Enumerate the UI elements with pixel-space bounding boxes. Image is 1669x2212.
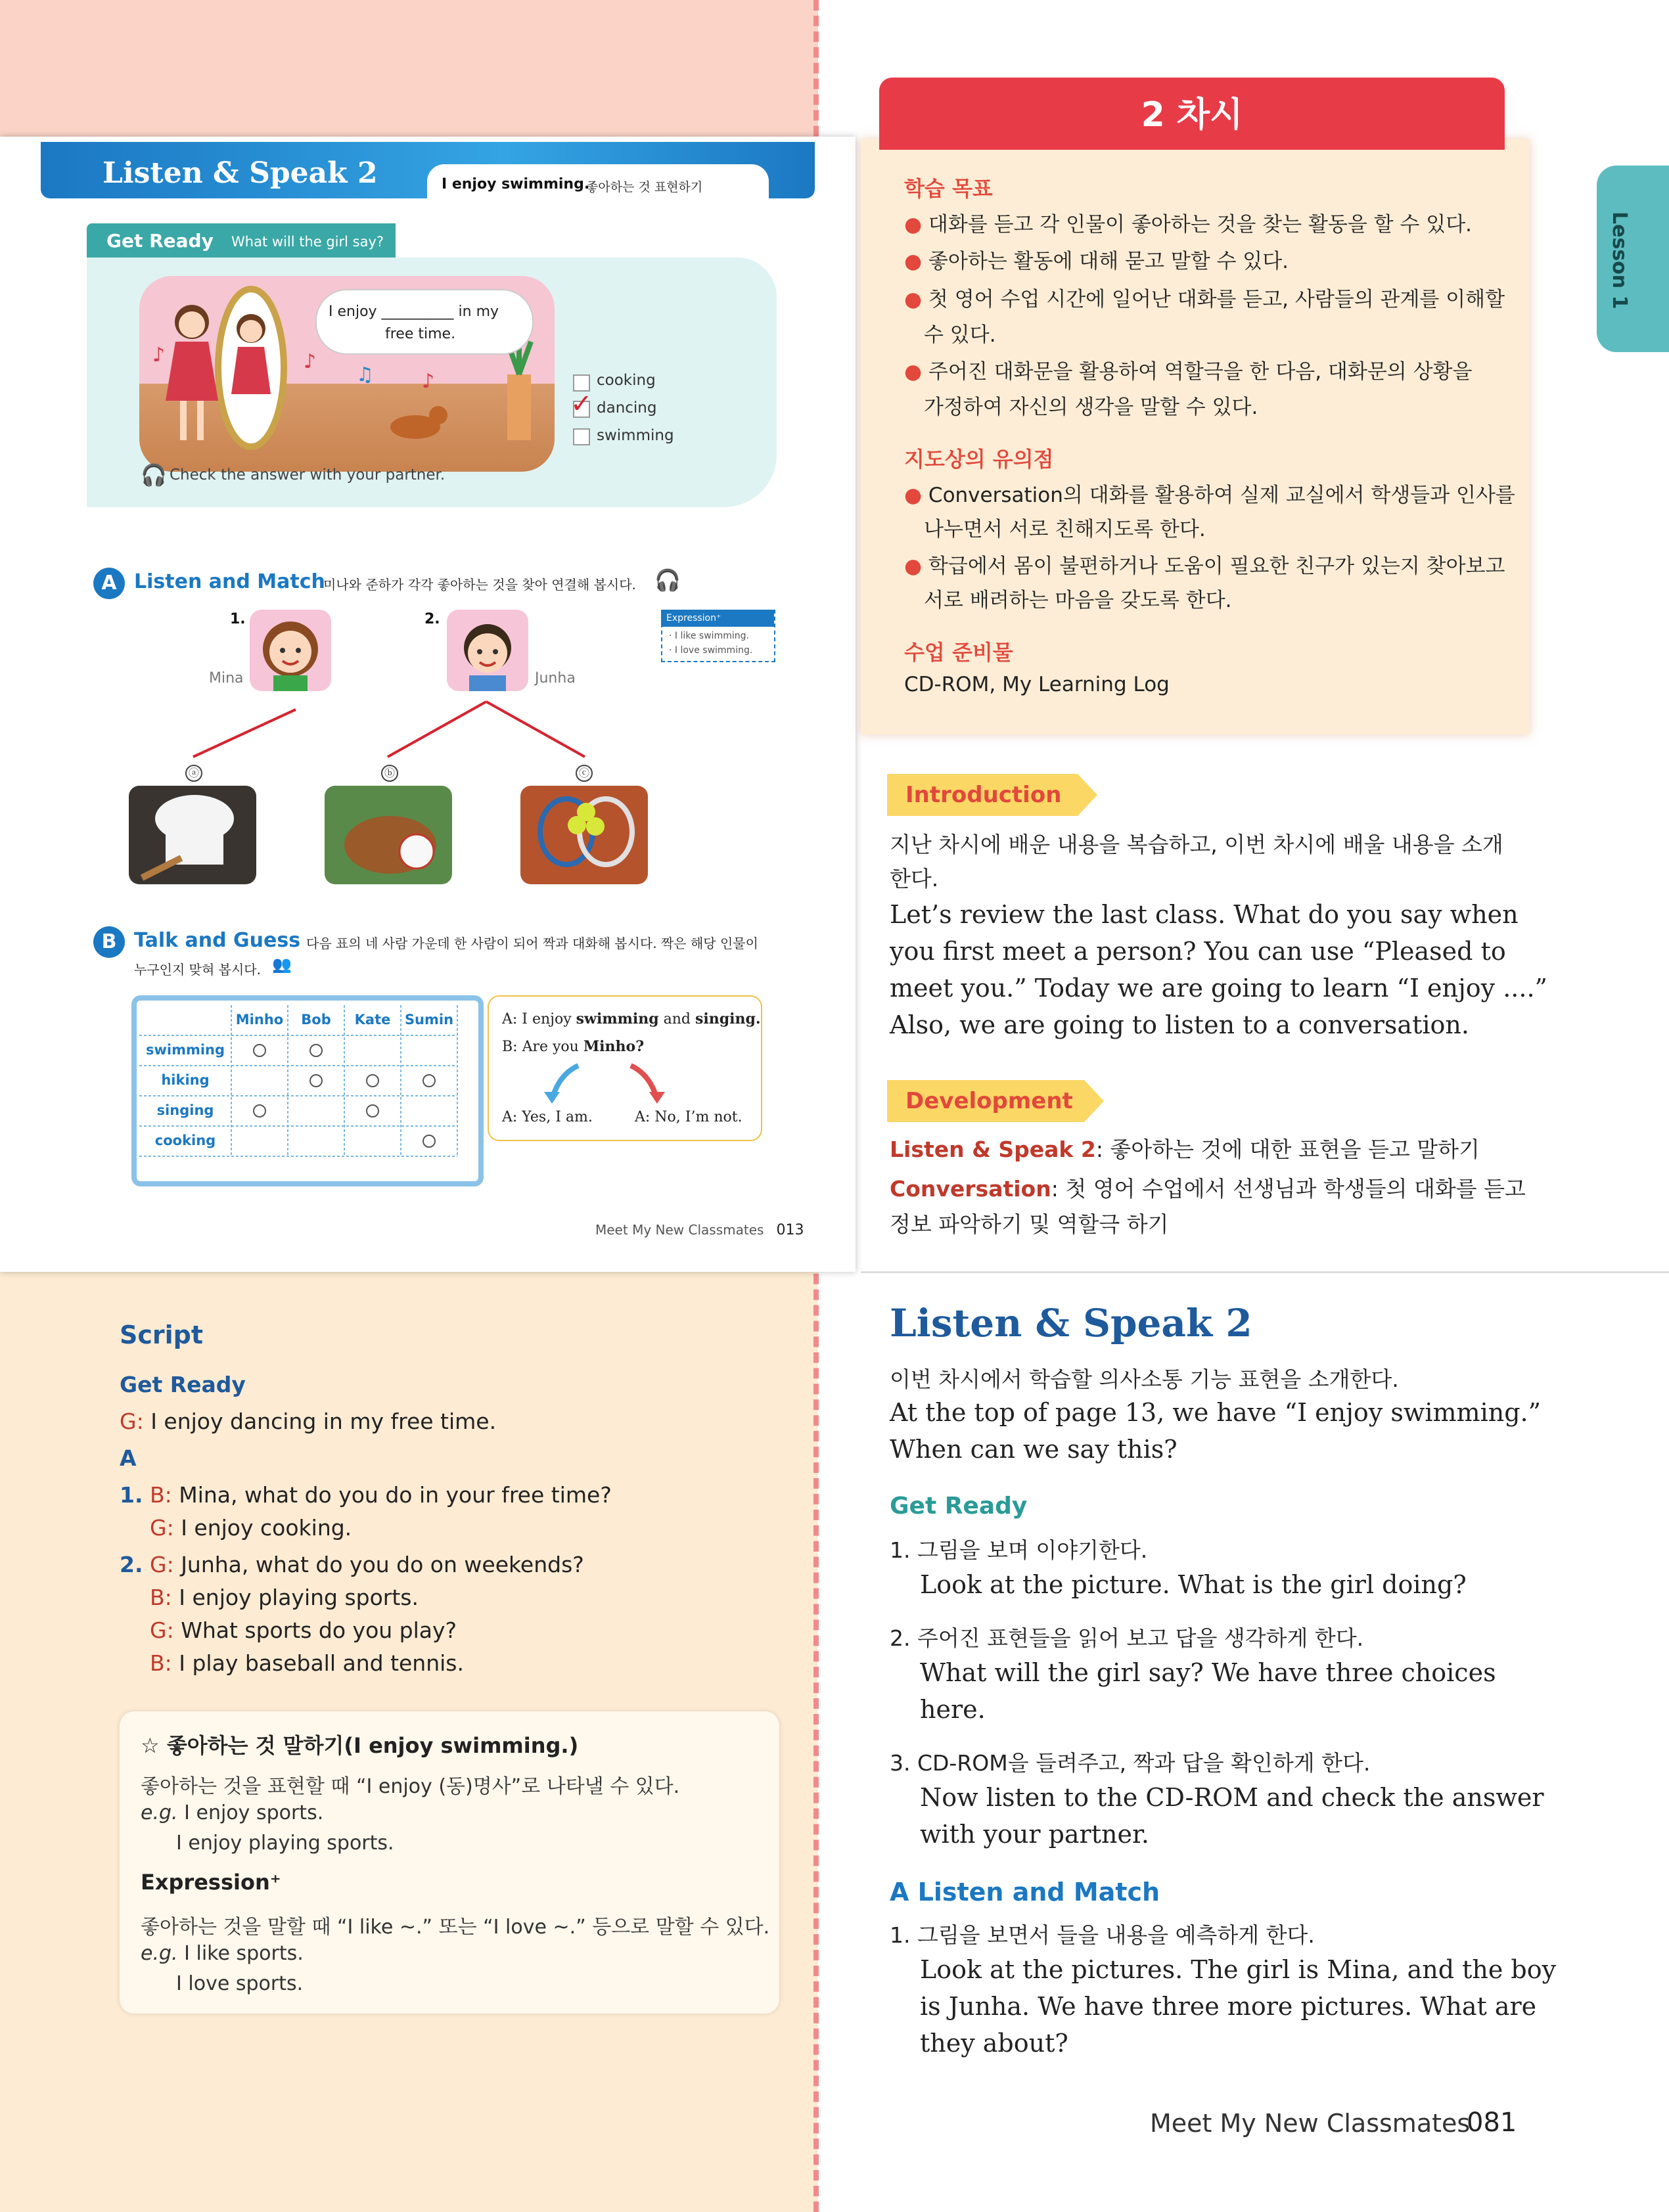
table-column-header: Kate xyxy=(354,1012,391,1027)
script-line: B: Mina, what do you do in your free time? xyxy=(150,1482,612,1508)
script-line: G: Junha, what do you do on weekends? xyxy=(150,1552,584,1577)
get-ready-check-text: Check the answer with your partner. xyxy=(170,466,446,484)
tip-title: ☆ 좋아하는 것 말하기(I enjoy swimming.) xyxy=(141,1733,579,1758)
section-a-instruction: 미나와 준하가 각각 좋아하는 것을 찾아 연결해 봅시다. xyxy=(323,577,636,593)
note-item-cont: 서로 배려하는 마음을 갖도록 한다. xyxy=(924,589,1232,612)
table-grid-lines xyxy=(139,1005,481,1183)
development-tab-arrow xyxy=(1084,1080,1104,1122)
section-a-label: Listen and Match xyxy=(134,570,325,593)
intro-english: Let’s review the last class. What do you say when xyxy=(890,900,1519,929)
get-ready-label: Get Ready xyxy=(106,230,214,252)
photo-tennis xyxy=(520,786,648,884)
choice-label-swimming: swimming xyxy=(597,427,674,444)
script-line: G: What sports do you play? xyxy=(150,1617,457,1643)
notes-heading: 지도상의 유의점 xyxy=(904,447,1054,472)
section-b-instruction-line2: 누구인지 맞혀 봅시다. xyxy=(134,962,261,978)
table-circle-mark xyxy=(423,1135,436,1148)
dialog-line-a: A: I enjoy swimming and singing. xyxy=(502,1010,761,1027)
step-english: Look at the picture. What is the girl doing? xyxy=(920,1570,1467,1599)
name-mina: Mina xyxy=(209,670,244,687)
goals-heading: 학습 목표 xyxy=(904,176,993,201)
get-ready-heading: Get Ready xyxy=(890,1493,1028,1520)
step-korean: 3. CD-ROM을 들려주고, 짝과 답을 확인하게 한다. xyxy=(890,1750,1371,1776)
development-item-cont: 정보 파악하기 및 역할극 하기 xyxy=(890,1211,1169,1237)
table-row-label: hiking xyxy=(161,1072,210,1088)
svg-text:♪: ♪ xyxy=(422,370,435,393)
step-english: is Junha. We have three more pictures. What are xyxy=(920,1992,1537,2021)
table-row-label: swimming xyxy=(145,1042,225,1058)
goal-item-cont: 가정하여 자신의 생각을 말할 수 있다. xyxy=(924,395,1258,419)
table-circle-mark xyxy=(309,1044,323,1057)
section-b-label: Talk and Guess xyxy=(134,929,301,952)
pair-work-icon: 👥 xyxy=(272,955,292,974)
goal-item: ● 좋아하는 활동에 대해 묻고 말할 수 있다. xyxy=(904,250,1289,273)
option-a-label: ⓐ xyxy=(185,765,202,782)
expression-item: · I love swimming. xyxy=(669,645,753,656)
goal-item-cont: 수 있다. xyxy=(924,323,996,347)
introduction-tab-arrow xyxy=(1078,774,1097,816)
note-item: ● Conversation의 대화를 활용하여 실제 교실에서 학생들과 인사를 xyxy=(904,484,1515,507)
student-page-title: Listen & Speak 2 xyxy=(103,156,378,190)
listen-speak-english: When can we say this? xyxy=(890,1435,1177,1464)
tip-example: e.g. I enjoy sports. xyxy=(141,1801,324,1824)
step-korean: 2. 주어진 표현들을 읽어 보고 답을 생각하게 한다. xyxy=(890,1625,1364,1651)
goal-item: ● 주어진 대화문을 활용하여 역할극을 한 다음, 대화문의 상황을 xyxy=(904,360,1473,384)
section-b-badge: B xyxy=(93,926,125,958)
expression-plus-line: 좋아하는 것을 말할 때 “I like ~.” 또는 “I love ~.” 등으로 말할 수 있다. xyxy=(141,1916,770,1939)
script-line: B: I enjoy playing sports. xyxy=(150,1585,419,1610)
step-english: here. xyxy=(920,1695,986,1724)
baseball-glove-icon xyxy=(325,786,452,884)
expression-tag-english: I enjoy swimming. xyxy=(442,176,590,192)
development-item: Listen & Speak 2: 좋아하는 것에 대한 표현을 듣고 말하기 xyxy=(890,1137,1480,1162)
section-a-badge: A xyxy=(93,568,125,599)
development-tab: Development xyxy=(887,1080,1084,1122)
step-english: Look at the pictures. The girl is Mina, and the boy xyxy=(920,1955,1557,1984)
materials-heading: 수업 준비물 xyxy=(904,640,1013,665)
photo-chef-hat xyxy=(129,786,256,884)
page-footer-title: Meet My New Classmates xyxy=(1150,2109,1471,2138)
expression-plus-example: e.g. I like sports. xyxy=(141,1942,304,1965)
speech-bubble xyxy=(315,289,534,355)
expression-item: · I like swimming. xyxy=(669,631,749,641)
student-page-footer: Meet My New Classmates 013 xyxy=(595,1222,804,1238)
intro-korean: 한다. xyxy=(890,866,939,892)
development-item: Conversation: 첫 영어 수업에서 선생님과 학생들의 대화를 듣고 xyxy=(890,1176,1526,1202)
table-row-label: cooking xyxy=(154,1133,216,1148)
note-item-cont: 나누면서 서로 친해지도록 한다. xyxy=(924,518,1206,541)
script-title: Script xyxy=(120,1320,204,1349)
script-item1-number: 1. xyxy=(120,1482,143,1508)
introduction-tab: Introduction xyxy=(887,774,1078,816)
intro-english: Also, we are going to listen to a conversation. xyxy=(890,1010,1469,1039)
svg-text:♫: ♫ xyxy=(356,363,374,386)
expression-plus-title: Expression⁺ xyxy=(141,1870,281,1895)
script-a-label: A xyxy=(120,1445,137,1471)
listen-match-heading: A Listen and Match xyxy=(890,1878,1160,1907)
tip-line: 좋아하는 것을 표현할 때 “I enjoy (동)명사”로 나타낼 수 있다. xyxy=(141,1775,680,1798)
script-item2-number: 2. xyxy=(120,1552,143,1577)
table-circle-mark xyxy=(366,1104,379,1117)
script-line: G: I enjoy cooking. xyxy=(150,1515,352,1541)
item-number-2: 2. xyxy=(424,611,440,627)
photo-baseball xyxy=(325,786,452,884)
chef-hat-icon xyxy=(129,786,256,884)
lesson-side-tab-label: Lesson 1 xyxy=(1608,212,1631,309)
table-column-header: Sumin xyxy=(404,1012,454,1027)
step-english: they about? xyxy=(920,2029,1068,2058)
answer-arrows xyxy=(539,1062,670,1108)
note-item: ● 학급에서 몸이 불편하거나 도움이 필요한 친구가 있는지 찾아보고 xyxy=(904,554,1505,578)
script-get-ready-line: G: I enjoy dancing in my free time. xyxy=(120,1409,497,1434)
table-circle-mark xyxy=(309,1074,323,1087)
choice-label-dancing: dancing xyxy=(597,399,657,417)
table-circle-mark xyxy=(423,1074,436,1087)
goal-item: ● 대화를 듣고 각 인물이 좋아하는 것을 찾는 활동을 할 수 있다. xyxy=(904,213,1473,237)
tennis-racket-icon xyxy=(520,786,648,884)
top-band xyxy=(0,0,818,141)
listen-speak-korean: 이번 차시에서 학습할 의사소통 기능 표현을 소개한다. xyxy=(890,1366,1399,1392)
table-row-label: singing xyxy=(156,1102,214,1118)
table-circle-mark xyxy=(253,1044,266,1057)
step-english: Now listen to the CD-ROM and check the answer xyxy=(920,1783,1544,1812)
get-ready-question: What will the girl say? xyxy=(231,234,384,250)
name-junha: Junha xyxy=(535,670,576,687)
answer-no: A: No, I’m not. xyxy=(635,1109,743,1125)
page-number: 081 xyxy=(1467,2108,1517,2138)
item-number-1: 1. xyxy=(230,611,246,627)
dialog-line-b: B: Are you Minho? xyxy=(502,1038,645,1055)
table-column-header: Minho xyxy=(235,1012,284,1027)
intro-english: meet you.” Today we are going to learn “I enjoy ....” xyxy=(890,974,1547,1003)
avatar-mina xyxy=(250,610,331,691)
choice-checkbox-swimming[interactable] xyxy=(573,428,590,445)
listen-speak-heading: Listen & Speak 2 xyxy=(890,1301,1252,1345)
table-circle-mark xyxy=(366,1074,379,1087)
materials-text: CD-ROM, My Learning Log xyxy=(904,673,1170,696)
answer-yes: A: Yes, I am. xyxy=(502,1109,593,1125)
check-mark-icon: ✓ xyxy=(570,389,593,419)
choice-label-cooking: cooking xyxy=(597,372,656,389)
option-c-label: ⓒ xyxy=(576,765,593,782)
intro-korean: 지난 차시에 배운 내용을 복습하고, 이번 차시에 배울 내용을 소개 xyxy=(890,832,1503,857)
step-english: with your partner. xyxy=(920,1820,1150,1849)
listen-speak-english: At the top of page 13, we have “I enjoy swimming.” xyxy=(890,1398,1542,1427)
step-english: What will the girl say? We have three choices xyxy=(920,1658,1496,1687)
speech-bubble-line1: I enjoy __________ in my xyxy=(329,304,499,320)
table-circle-mark xyxy=(253,1104,266,1117)
expression-tag-korean: 좋아하는 것 표현하기 xyxy=(586,180,703,194)
script-get-ready-label: Get Ready xyxy=(120,1372,246,1397)
step-korean: 1. 그림을 보며 이야기한다. xyxy=(890,1537,1148,1563)
option-b-label: ⓑ xyxy=(381,765,398,782)
goal-item: ● 첫 영어 수업 시간에 일어난 대화를 듣고, 사람들의 관계를 이해할 xyxy=(904,288,1505,311)
section-b-instruction-line1: 다음 표의 네 사람 가운데 한 사람이 되어 짝과 대화해 봅시다. 짝은 해당 인물이 xyxy=(306,936,758,951)
girl-face-icon xyxy=(250,610,331,691)
expression-plus-example: I love sports. xyxy=(176,1972,304,1995)
expression-box-title: Expression⁺ xyxy=(661,610,774,627)
tip-example: I enjoy playing sports. xyxy=(176,1832,394,1855)
step-korean: 1. 그림을 보면서 들을 내용을 예측하게 한다. xyxy=(890,1922,1315,1948)
boy-face-icon xyxy=(447,610,528,691)
svg-text:♪: ♪ xyxy=(152,344,166,367)
svg-text:♪: ♪ xyxy=(304,350,317,373)
headphone-icon: 🎧 xyxy=(654,568,681,593)
speech-bubble-line2: free time. xyxy=(385,326,456,342)
period-title: 2 차시 xyxy=(1141,95,1243,135)
intro-english: you first meet a person? You can use “Pleased to xyxy=(890,937,1506,966)
avatar-junha xyxy=(447,610,528,691)
headphone-icon: 🎧 xyxy=(141,463,167,487)
section-divider xyxy=(861,1271,1669,1273)
match-lines xyxy=(184,696,605,769)
script-line: B: I play baseball and tennis. xyxy=(150,1650,464,1676)
table-column-header: Bob xyxy=(301,1012,331,1027)
